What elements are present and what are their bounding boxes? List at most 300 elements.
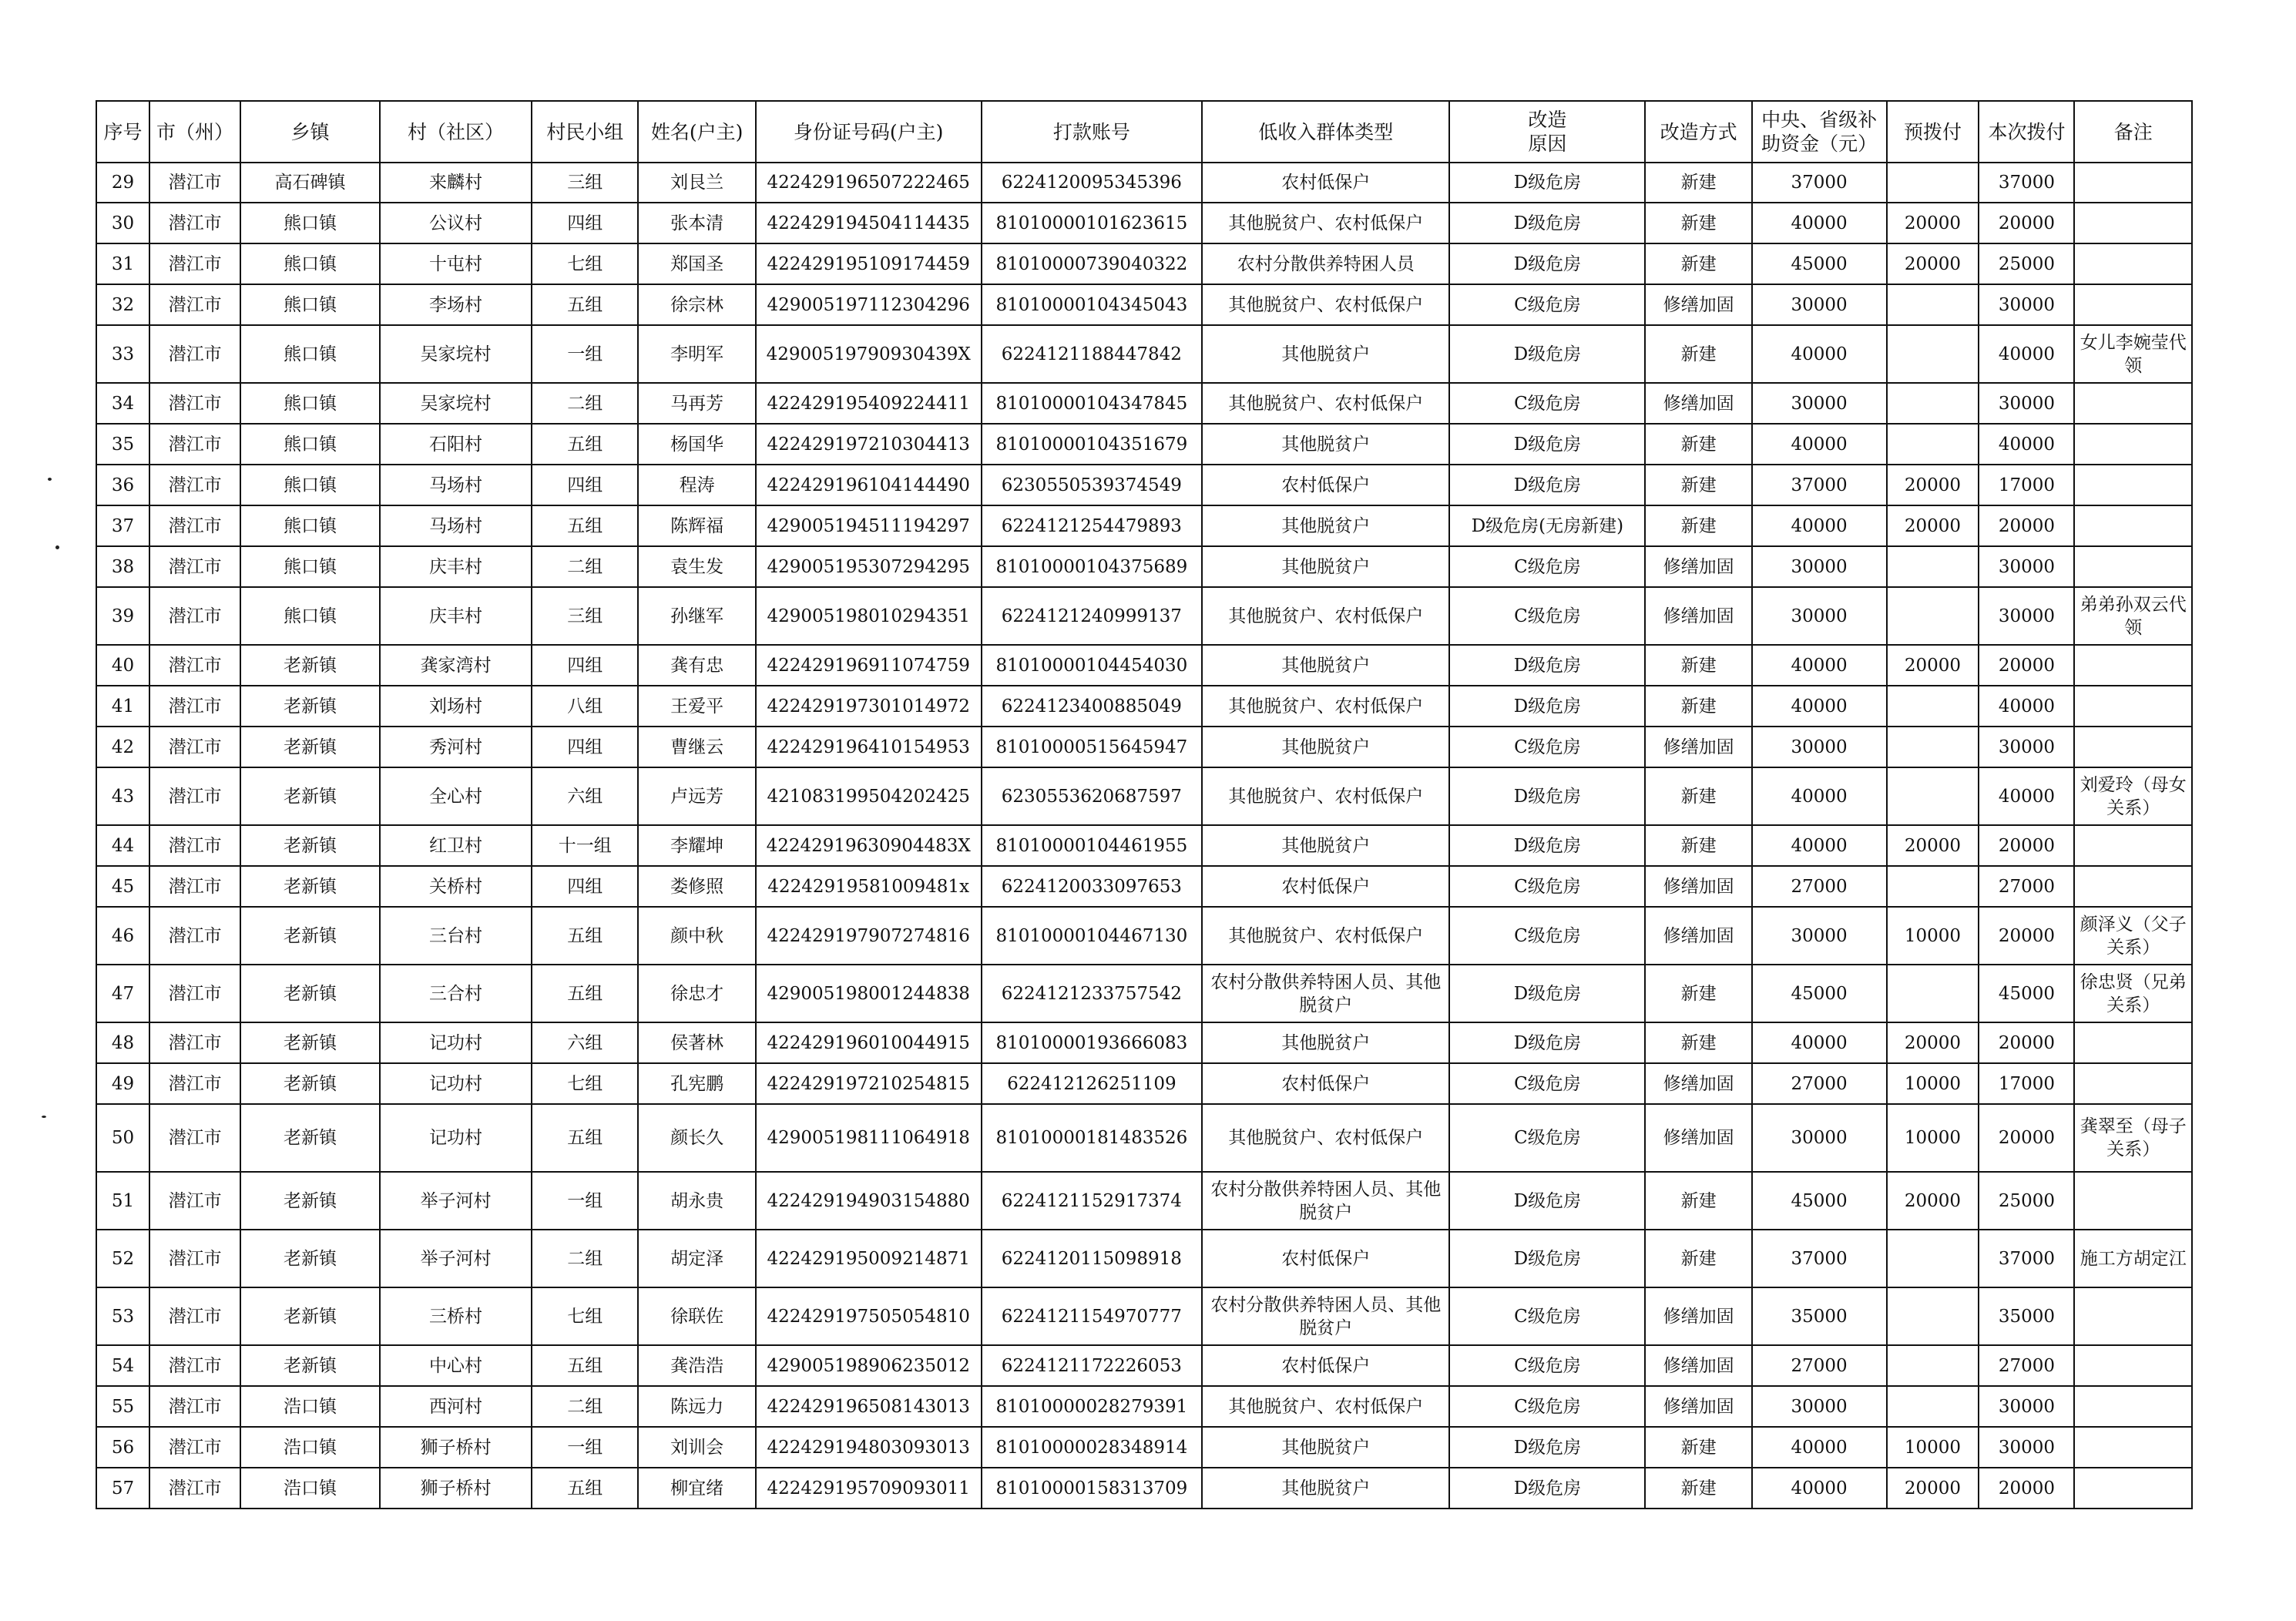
cell-income-type: 其他脱贫户 — [1202, 546, 1449, 587]
table-row — [96, 325, 2192, 383]
cell-index: 29 — [96, 163, 149, 203]
cell-subsidy: 27000 — [1752, 866, 1887, 907]
cell-subsidy: 30000 — [1752, 284, 1887, 325]
cell-town: 老新镇 — [240, 1063, 380, 1104]
cell-village: 举子河村 — [380, 1230, 532, 1287]
table-row — [96, 1287, 2192, 1345]
cell-current: 30000 — [1979, 587, 2074, 645]
cell-village: 马场村 — [380, 465, 532, 505]
cell-id-number: 422429196508143013 — [756, 1386, 982, 1427]
cell-current: 30000 — [1979, 284, 2074, 325]
cell-income-type: 农村分散供养特困人员、其他脱贫户 — [1202, 1172, 1449, 1230]
cell-id-number: 421083199504202425 — [756, 767, 982, 825]
cell-current: 37000 — [1979, 1230, 2074, 1287]
cell-name: 柳宜绪 — [638, 1468, 755, 1509]
cell-id-number: 42242919630904483X — [756, 825, 982, 866]
cell-account: 81010000028279391 — [982, 1386, 1203, 1427]
cell-method: 新建 — [1645, 203, 1751, 243]
cell-current: 25000 — [1979, 243, 2074, 284]
cell-city: 潜江市 — [149, 645, 240, 686]
cell-remark — [2074, 546, 2192, 587]
cell-account: 6224121240999137 — [982, 587, 1203, 645]
cell-current: 45000 — [1979, 965, 2074, 1022]
cell-remark — [2074, 1063, 2192, 1104]
cell-reason: D级危房 — [1449, 767, 1645, 825]
cell-town: 老新镇 — [240, 1345, 380, 1386]
cell-current: 40000 — [1979, 424, 2074, 465]
cell-village: 三合村 — [380, 965, 532, 1022]
cell-town: 老新镇 — [240, 1287, 380, 1345]
table-row — [96, 163, 2192, 203]
cell-method: 新建 — [1645, 767, 1751, 825]
col-header-index: 序号 — [96, 101, 149, 163]
cell-village: 龚家湾村 — [380, 645, 532, 686]
cell-method: 新建 — [1645, 243, 1751, 284]
cell-name: 刘训会 — [638, 1427, 755, 1468]
cell-reason: C级危房 — [1449, 284, 1645, 325]
cell-prepaid — [1887, 284, 1979, 325]
cell-income-type: 其他脱贫户、农村低保户 — [1202, 284, 1449, 325]
cell-current: 20000 — [1979, 1104, 2074, 1172]
cell-subsidy: 40000 — [1752, 1427, 1887, 1468]
cell-index: 37 — [96, 505, 149, 546]
cell-method: 新建 — [1645, 1468, 1751, 1509]
cell-subsidy: 30000 — [1752, 587, 1887, 645]
cell-index: 48 — [96, 1022, 149, 1063]
cell-remark: 刘爱玲（母女关系） — [2074, 767, 2192, 825]
cell-name: 颜中秋 — [638, 907, 755, 965]
cell-town: 熊口镇 — [240, 203, 380, 243]
cell-index: 57 — [96, 1468, 149, 1509]
cell-prepaid — [1887, 727, 1979, 767]
cell-current: 40000 — [1979, 686, 2074, 727]
cell-id-number: 422429197505054810 — [756, 1287, 982, 1345]
cell-account: 6224120033097653 — [982, 866, 1203, 907]
cell-account: 6224121254479893 — [982, 505, 1203, 546]
cell-village: 庆丰村 — [380, 546, 532, 587]
cell-group: 七组 — [532, 243, 638, 284]
cell-current: 35000 — [1979, 1287, 2074, 1345]
cell-method: 修缮加固 — [1645, 1287, 1751, 1345]
cell-prepaid: 20000 — [1887, 203, 1979, 243]
cell-index: 42 — [96, 727, 149, 767]
table-row — [96, 1386, 2192, 1427]
cell-reason: D级危房 — [1449, 163, 1645, 203]
cell-group: 六组 — [532, 1022, 638, 1063]
cell-group: 六组 — [532, 767, 638, 825]
cell-prepaid: 10000 — [1887, 1104, 1979, 1172]
cell-current: 30000 — [1979, 1427, 2074, 1468]
cell-method: 修缮加固 — [1645, 587, 1751, 645]
cell-city: 潜江市 — [149, 325, 240, 383]
cell-income-type: 其他脱贫户、农村低保户 — [1202, 767, 1449, 825]
table-row — [96, 505, 2192, 546]
cell-subsidy: 40000 — [1752, 825, 1887, 866]
cell-income-type: 其他脱贫户 — [1202, 1427, 1449, 1468]
cell-account: 81010000104461955 — [982, 825, 1203, 866]
cell-account: 6224121188447842 — [982, 325, 1203, 383]
cell-subsidy: 30000 — [1752, 383, 1887, 424]
cell-town: 高石碑镇 — [240, 163, 380, 203]
cell-remark — [2074, 203, 2192, 243]
cell-reason: C级危房 — [1449, 1063, 1645, 1104]
cell-prepaid — [1887, 1230, 1979, 1287]
cell-remark — [2074, 645, 2192, 686]
cell-prepaid: 20000 — [1887, 1172, 1979, 1230]
cell-town: 熊口镇 — [240, 383, 380, 424]
cell-account: 81010000739040322 — [982, 243, 1203, 284]
cell-subsidy: 40000 — [1752, 505, 1887, 546]
cell-account: 81010000104351679 — [982, 424, 1203, 465]
cell-remark: 女儿李婉莹代领 — [2074, 325, 2192, 383]
cell-village: 石阳村 — [380, 424, 532, 465]
cell-reason: C级危房 — [1449, 727, 1645, 767]
cell-group: 五组 — [532, 965, 638, 1022]
cell-name: 徐宗林 — [638, 284, 755, 325]
cell-id-number: 422429194903154880 — [756, 1172, 982, 1230]
cell-current: 30000 — [1979, 546, 2074, 587]
cell-current: 20000 — [1979, 1468, 2074, 1509]
cell-village: 西河村 — [380, 1386, 532, 1427]
cell-prepaid: 20000 — [1887, 645, 1979, 686]
cell-id-number: 422429196911074759 — [756, 645, 982, 686]
cell-village: 吴家垸村 — [380, 383, 532, 424]
cell-id-number: 422429196507222465 — [756, 163, 982, 203]
cell-city: 潜江市 — [149, 767, 240, 825]
cell-reason: D级危房(无房新建) — [1449, 505, 1645, 546]
cell-current: 40000 — [1979, 767, 2074, 825]
cell-city: 潜江市 — [149, 866, 240, 907]
cell-village: 来麟村 — [380, 163, 532, 203]
cell-group: 五组 — [532, 1345, 638, 1386]
cell-prepaid: 20000 — [1887, 1468, 1979, 1509]
cell-subsidy: 37000 — [1752, 1230, 1887, 1287]
table-row — [96, 825, 2192, 866]
cell-index: 31 — [96, 243, 149, 284]
cell-account: 81010000028348914 — [982, 1427, 1203, 1468]
cell-remark — [2074, 465, 2192, 505]
cell-current: 20000 — [1979, 1022, 2074, 1063]
cell-group: 五组 — [532, 1468, 638, 1509]
cell-remark — [2074, 424, 2192, 465]
cell-id-number: 422429197907274816 — [756, 907, 982, 965]
cell-index: 46 — [96, 907, 149, 965]
cell-city: 潜江市 — [149, 1022, 240, 1063]
cell-account: 6224121233757542 — [982, 965, 1203, 1022]
cell-group: 二组 — [532, 383, 638, 424]
cell-town: 熊口镇 — [240, 325, 380, 383]
cell-index: 50 — [96, 1104, 149, 1172]
cell-index: 51 — [96, 1172, 149, 1230]
scan-speck — [55, 545, 59, 549]
cell-town: 熊口镇 — [240, 424, 380, 465]
cell-id-number: 422429196010044915 — [756, 1022, 982, 1063]
cell-method: 新建 — [1645, 465, 1751, 505]
cell-name: 孙继军 — [638, 587, 755, 645]
cell-name: 卢远芳 — [638, 767, 755, 825]
cell-income-type: 农村低保户 — [1202, 1345, 1449, 1386]
cell-reason: D级危房 — [1449, 465, 1645, 505]
cell-remark — [2074, 163, 2192, 203]
cell-method: 新建 — [1645, 505, 1751, 546]
cell-method: 修缮加固 — [1645, 383, 1751, 424]
cell-index: 40 — [96, 645, 149, 686]
cell-town: 熊口镇 — [240, 284, 380, 325]
table-row — [96, 1063, 2192, 1104]
cell-subsidy: 40000 — [1752, 767, 1887, 825]
cell-city: 潜江市 — [149, 1230, 240, 1287]
cell-current: 27000 — [1979, 1345, 2074, 1386]
cell-account: 81010000104467130 — [982, 907, 1203, 965]
cell-reason: D级危房 — [1449, 1172, 1645, 1230]
cell-account: 6224123400885049 — [982, 686, 1203, 727]
cell-current: 17000 — [1979, 1063, 2074, 1104]
cell-subsidy: 30000 — [1752, 1104, 1887, 1172]
cell-prepaid: 10000 — [1887, 1427, 1979, 1468]
table-row — [96, 243, 2192, 284]
cell-prepaid: 10000 — [1887, 907, 1979, 965]
cell-group: 二组 — [532, 1230, 638, 1287]
cell-income-type: 其他脱贫户 — [1202, 424, 1449, 465]
cell-subsidy: 27000 — [1752, 1063, 1887, 1104]
cell-city: 潜江市 — [149, 1345, 240, 1386]
cell-prepaid — [1887, 383, 1979, 424]
cell-prepaid: 20000 — [1887, 243, 1979, 284]
cell-current: 20000 — [1979, 203, 2074, 243]
cell-prepaid — [1887, 163, 1979, 203]
cell-income-type: 其他脱贫户、农村低保户 — [1202, 203, 1449, 243]
table-row — [96, 965, 2192, 1022]
cell-subsidy: 40000 — [1752, 424, 1887, 465]
cell-village: 记功村 — [380, 1104, 532, 1172]
cell-current: 37000 — [1979, 163, 2074, 203]
cell-income-type: 农村低保户 — [1202, 1230, 1449, 1287]
col-header-village: 村（社区） — [380, 101, 532, 163]
table-row — [96, 1230, 2192, 1287]
cell-name: 郑国圣 — [638, 243, 755, 284]
cell-method: 修缮加固 — [1645, 866, 1751, 907]
cell-village: 狮子桥村 — [380, 1427, 532, 1468]
cell-group: 四组 — [532, 645, 638, 686]
cell-income-type: 农村低保户 — [1202, 866, 1449, 907]
cell-prepaid — [1887, 587, 1979, 645]
cell-town: 熊口镇 — [240, 546, 380, 587]
cell-reason: C级危房 — [1449, 866, 1645, 907]
cell-income-type: 农村低保户 — [1202, 163, 1449, 203]
cell-id-number: 422429197301014972 — [756, 686, 982, 727]
cell-account: 81010000158313709 — [982, 1468, 1203, 1509]
cell-name: 曹继云 — [638, 727, 755, 767]
cell-remark: 颜泽义（父子关系） — [2074, 907, 2192, 965]
cell-account: 81010000104375689 — [982, 546, 1203, 587]
cell-prepaid — [1887, 767, 1979, 825]
cell-id-number: 429005198010294351 — [756, 587, 982, 645]
cell-index: 47 — [96, 965, 149, 1022]
cell-subsidy: 37000 — [1752, 465, 1887, 505]
cell-account: 81010000104347845 — [982, 383, 1203, 424]
cell-income-type: 其他脱贫户、农村低保户 — [1202, 907, 1449, 965]
table-row — [96, 907, 2192, 965]
cell-town: 熊口镇 — [240, 587, 380, 645]
cell-subsidy: 40000 — [1752, 325, 1887, 383]
cell-name: 杨国华 — [638, 424, 755, 465]
cell-account: 622412126251109 — [982, 1063, 1203, 1104]
cell-town: 老新镇 — [240, 767, 380, 825]
cell-town: 老新镇 — [240, 965, 380, 1022]
cell-remark — [2074, 1287, 2192, 1345]
table-row — [96, 1022, 2192, 1063]
cell-id-number: 429005198001244838 — [756, 965, 982, 1022]
cell-method: 修缮加固 — [1645, 284, 1751, 325]
cell-id-number: 429005194511194297 — [756, 505, 982, 546]
cell-prepaid — [1887, 325, 1979, 383]
cell-city: 潜江市 — [149, 505, 240, 546]
scan-speck — [48, 478, 52, 481]
cell-town: 老新镇 — [240, 866, 380, 907]
cell-group: 二组 — [532, 546, 638, 587]
cell-method: 修缮加固 — [1645, 727, 1751, 767]
col-header-city: 市（州） — [149, 101, 240, 163]
cell-index: 33 — [96, 325, 149, 383]
cell-reason: C级危房 — [1449, 383, 1645, 424]
cell-account: 6224120095345396 — [982, 163, 1203, 203]
cell-index: 54 — [96, 1345, 149, 1386]
col-header-method: 改造方式 — [1645, 101, 1751, 163]
cell-remark — [2074, 383, 2192, 424]
cell-prepaid — [1887, 965, 1979, 1022]
cell-subsidy: 40000 — [1752, 645, 1887, 686]
cell-id-number: 42900519790930439X — [756, 325, 982, 383]
col-header-remark: 备注 — [2074, 101, 2192, 163]
cell-name: 胡永贵 — [638, 1172, 755, 1230]
cell-remark — [2074, 1427, 2192, 1468]
cell-remark — [2074, 1468, 2192, 1509]
cell-town: 熊口镇 — [240, 505, 380, 546]
cell-method: 新建 — [1645, 825, 1751, 866]
cell-village: 刘场村 — [380, 686, 532, 727]
cell-income-type: 其他脱贫户、农村低保户 — [1202, 1386, 1449, 1427]
cell-index: 44 — [96, 825, 149, 866]
cell-name: 李明军 — [638, 325, 755, 383]
cell-method: 新建 — [1645, 163, 1751, 203]
cell-prepaid: 10000 — [1887, 1063, 1979, 1104]
cell-town: 浩口镇 — [240, 1468, 380, 1509]
cell-index: 55 — [96, 1386, 149, 1427]
cell-subsidy: 30000 — [1752, 727, 1887, 767]
cell-city: 潜江市 — [149, 1427, 240, 1468]
cell-id-number: 42242919581009481x — [756, 866, 982, 907]
table-row — [96, 587, 2192, 645]
cell-group: 七组 — [532, 1063, 638, 1104]
cell-name: 马再芳 — [638, 383, 755, 424]
cell-id-number: 422429195409224411 — [756, 383, 982, 424]
cell-remark — [2074, 866, 2192, 907]
cell-village: 记功村 — [380, 1022, 532, 1063]
cell-income-type: 其他脱贫户 — [1202, 325, 1449, 383]
cell-method: 新建 — [1645, 1427, 1751, 1468]
cell-reason: D级危房 — [1449, 1468, 1645, 1509]
cell-city: 潜江市 — [149, 907, 240, 965]
cell-current: 20000 — [1979, 505, 2074, 546]
cell-subsidy: 30000 — [1752, 907, 1887, 965]
cell-subsidy: 40000 — [1752, 1022, 1887, 1063]
cell-income-type: 农村分散供养特困人员、其他脱贫户 — [1202, 1287, 1449, 1345]
cell-village: 吴家垸村 — [380, 325, 532, 383]
cell-current: 30000 — [1979, 1386, 2074, 1427]
cell-subsidy: 40000 — [1752, 203, 1887, 243]
cell-name: 龚有忠 — [638, 645, 755, 686]
table-row — [96, 645, 2192, 686]
cell-city: 潜江市 — [149, 163, 240, 203]
cell-account: 81010000193666083 — [982, 1022, 1203, 1063]
cell-income-type: 其他脱贫户 — [1202, 825, 1449, 866]
cell-income-type: 其他脱贫户、农村低保户 — [1202, 1104, 1449, 1172]
cell-city: 潜江市 — [149, 383, 240, 424]
cell-remark — [2074, 243, 2192, 284]
cell-index: 34 — [96, 383, 149, 424]
cell-account: 81010000515645947 — [982, 727, 1203, 767]
cell-city: 潜江市 — [149, 1287, 240, 1345]
cell-index: 56 — [96, 1427, 149, 1468]
cell-prepaid: 20000 — [1887, 1022, 1979, 1063]
table-row — [96, 383, 2192, 424]
cell-id-number: 422429194803093013 — [756, 1427, 982, 1468]
cell-town: 老新镇 — [240, 645, 380, 686]
cell-id-number: 422429196104144490 — [756, 465, 982, 505]
cell-subsidy: 30000 — [1752, 546, 1887, 587]
cell-village: 红卫村 — [380, 825, 532, 866]
cell-village: 公议村 — [380, 203, 532, 243]
cell-name: 侯著林 — [638, 1022, 755, 1063]
cell-group: 三组 — [532, 587, 638, 645]
table-row — [96, 284, 2192, 325]
cell-id-number: 429005195307294295 — [756, 546, 982, 587]
cell-prepaid — [1887, 1345, 1979, 1386]
table-row — [96, 1172, 2192, 1230]
cell-group: 一组 — [532, 325, 638, 383]
cell-subsidy: 40000 — [1752, 686, 1887, 727]
cell-reason: D级危房 — [1449, 825, 1645, 866]
cell-name: 陈远力 — [638, 1386, 755, 1427]
table-row — [96, 767, 2192, 825]
cell-city: 潜江市 — [149, 1172, 240, 1230]
cell-method: 新建 — [1645, 965, 1751, 1022]
cell-id-number: 422429195109174459 — [756, 243, 982, 284]
cell-id-number: 429005198111064918 — [756, 1104, 982, 1172]
cell-income-type: 农村低保户 — [1202, 1063, 1449, 1104]
cell-index: 30 — [96, 203, 149, 243]
cell-reason: C级危房 — [1449, 1345, 1645, 1386]
cell-index: 35 — [96, 424, 149, 465]
cell-reason: D级危房 — [1449, 243, 1645, 284]
cell-subsidy: 45000 — [1752, 243, 1887, 284]
cell-prepaid: 20000 — [1887, 825, 1979, 866]
cell-village: 狮子桥村 — [380, 1468, 532, 1509]
cell-city: 潜江市 — [149, 465, 240, 505]
cell-group: 一组 — [532, 1172, 638, 1230]
cell-reason: D级危房 — [1449, 325, 1645, 383]
cell-subsidy: 35000 — [1752, 1287, 1887, 1345]
cell-index: 38 — [96, 546, 149, 587]
cell-remark: 徐忠贤（兄弟关系） — [2074, 965, 2192, 1022]
cell-village: 李场村 — [380, 284, 532, 325]
cell-remark: 龚翠至（母子关系） — [2074, 1104, 2192, 1172]
subsidy-table — [96, 100, 2193, 1509]
table-row — [96, 465, 2192, 505]
cell-town: 老新镇 — [240, 686, 380, 727]
cell-reason: D级危房 — [1449, 1230, 1645, 1287]
cell-account: 6224120115098918 — [982, 1230, 1203, 1287]
